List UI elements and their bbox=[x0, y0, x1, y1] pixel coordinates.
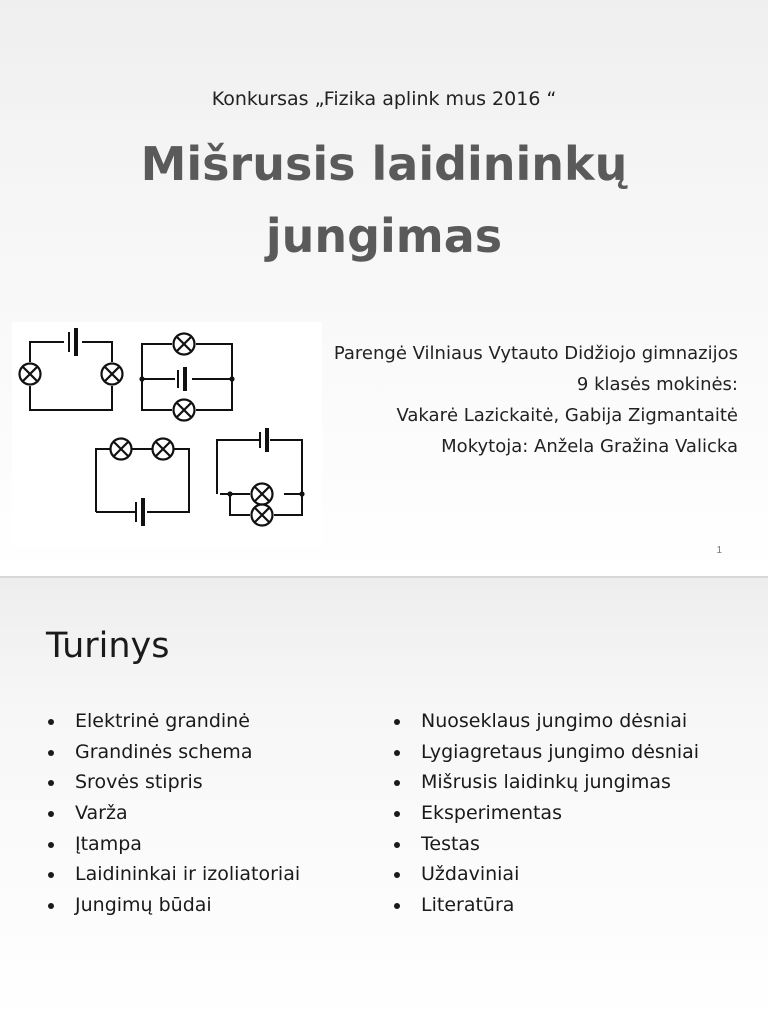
lamp-icon bbox=[252, 484, 273, 505]
contest-name: Konkursas „Fizika aplink mus 2016 “ bbox=[211, 88, 557, 110]
school-line: Parengė Vilniaus Vytauto Didžiojo gimnazijos bbox=[333, 343, 738, 364]
list-item: Literatūra bbox=[392, 890, 699, 921]
list-item: Laidininkai ir izoliatoriai bbox=[46, 859, 300, 890]
list-item: Srovės stipris bbox=[46, 767, 300, 798]
authors-block bbox=[334, 338, 738, 462]
students-line: Vakarė Lazickaitė, Gabija Zigmantaitė bbox=[396, 405, 738, 426]
list-item: Varža bbox=[46, 798, 300, 829]
presentation-title bbox=[0, 128, 768, 272]
lamp-icon bbox=[102, 364, 123, 385]
lamp-icon bbox=[174, 400, 195, 421]
slide-number: 1 bbox=[716, 545, 722, 556]
contents-title: Turinys bbox=[46, 626, 170, 666]
lamp-icon bbox=[174, 334, 195, 355]
lamp-icon bbox=[111, 439, 132, 460]
contents-list-left bbox=[46, 706, 300, 921]
lamp-icon bbox=[20, 364, 41, 385]
lamp-icon bbox=[252, 505, 273, 526]
list-item: Lygiagretaus jungimo dėsniai bbox=[392, 737, 699, 768]
list-item: Uždaviniai bbox=[392, 859, 699, 890]
slide-contents bbox=[0, 578, 768, 1024]
list-item: Testas bbox=[392, 829, 699, 860]
list-item: Eksperimentas bbox=[392, 798, 699, 829]
teacher-line: Mokytoja: Anžela Gražina Valicka bbox=[441, 436, 738, 457]
list-item: Grandinės schema bbox=[46, 737, 300, 768]
list-item: Jungimų būdai bbox=[46, 890, 300, 921]
list-item: Mišrusis laidinkų jungimas bbox=[392, 767, 699, 798]
lamp-icon bbox=[153, 439, 174, 460]
circuit-diagrams-image bbox=[12, 322, 322, 547]
contents-list-right bbox=[392, 706, 699, 921]
title-line-1: Mišrusis laidininkų bbox=[140, 137, 628, 191]
list-item: Nuoseklaus jungimo dėsniai bbox=[392, 706, 699, 737]
list-item: Elektrinė grandinė bbox=[46, 706, 300, 737]
list-item: Įtampa bbox=[46, 829, 300, 860]
class-line: 9 klasės mokinės: bbox=[576, 374, 738, 395]
title-line-2: jungimas bbox=[265, 209, 503, 263]
